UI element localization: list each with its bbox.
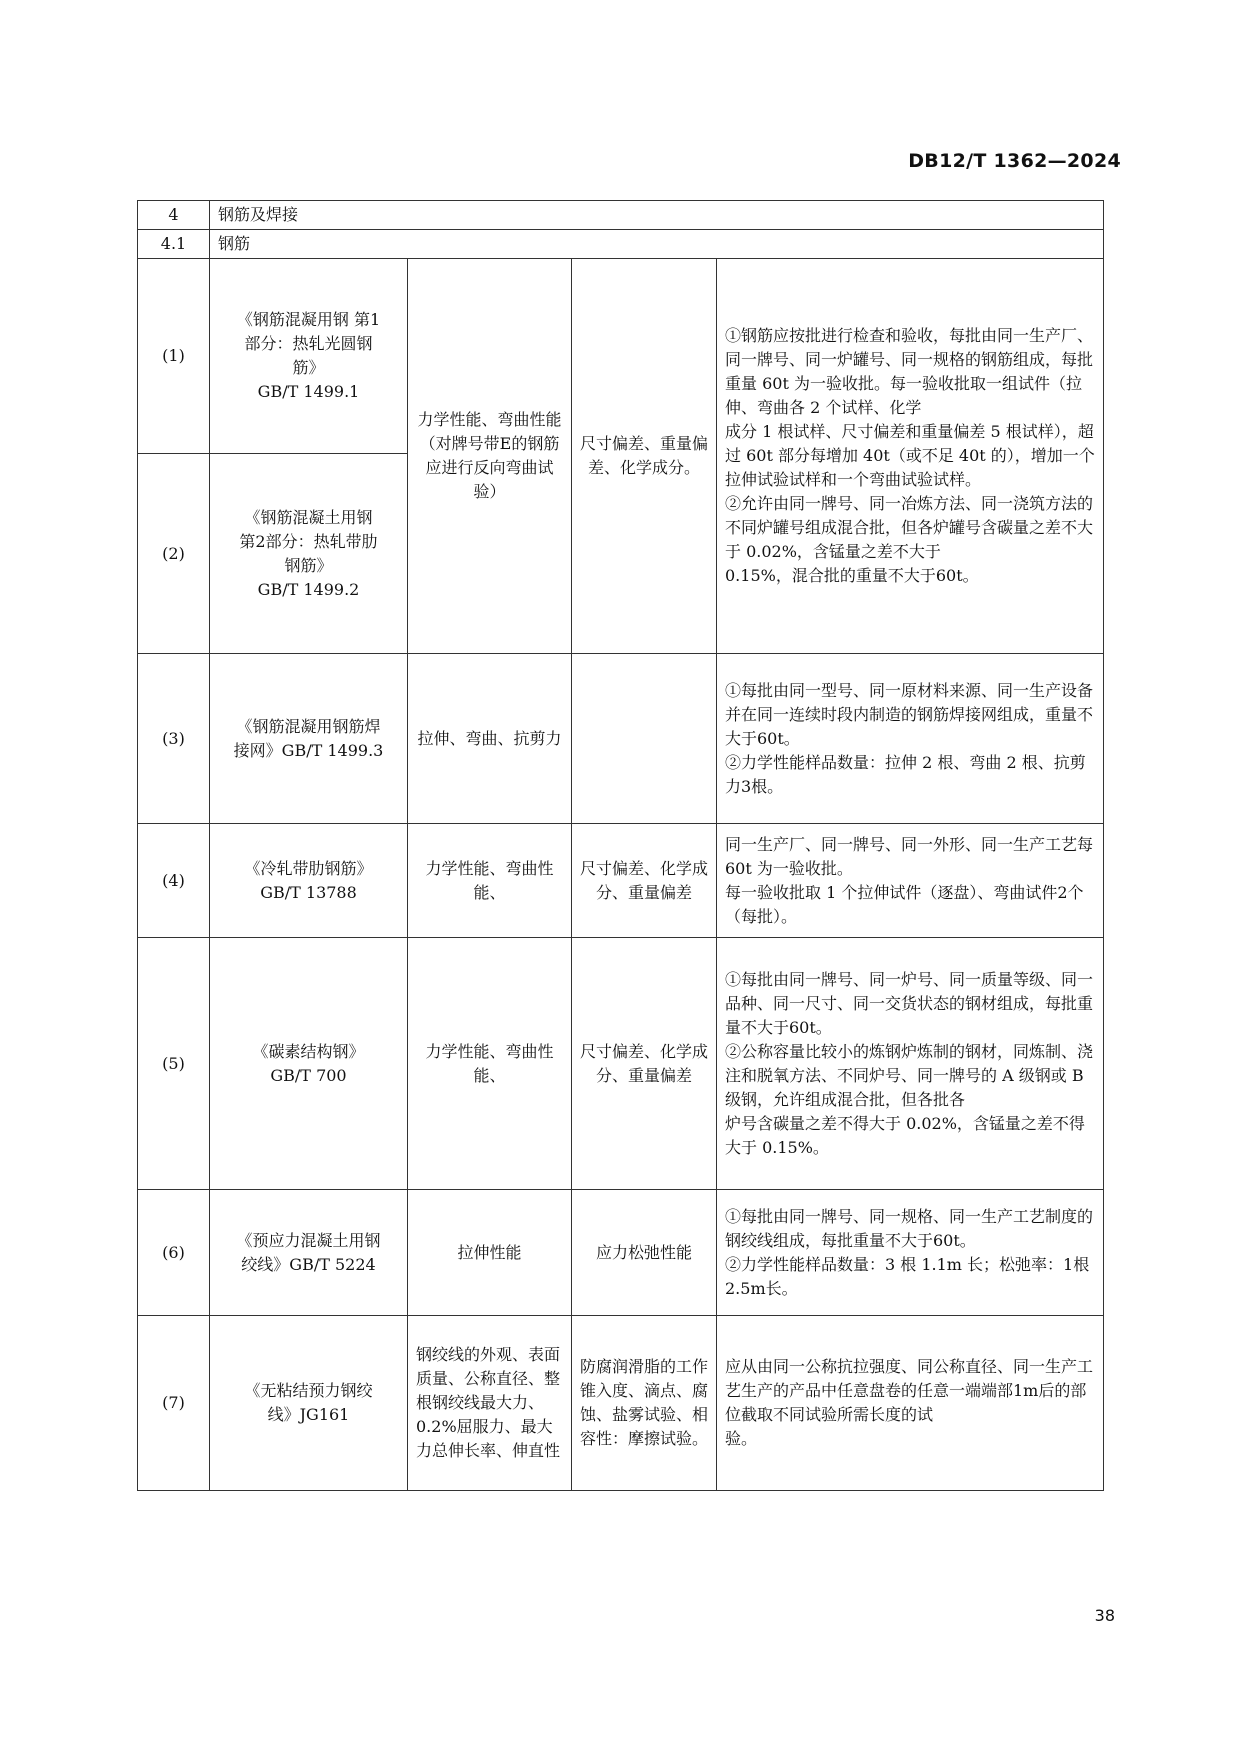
- standard-name: [210, 1190, 408, 1316]
- sampling-rule: 同一生产厂、同一牌号、同一外形、同一生产工艺每 60t 为一验收批。 每一验收批取 1 个拉伸试件（逐盘）、弯曲试件2个（每批）。: [717, 824, 1104, 938]
- subsection-row: [138, 230, 1104, 259]
- table-row: [138, 1316, 1104, 1491]
- section-number: 4: [138, 201, 210, 230]
- standard-line: 接网》GB/T 1499.3: [233, 740, 384, 760]
- standard-line: 《无粘结预力钢绞: [244, 1381, 373, 1400]
- sampling-rule: ①每批由同一牌号、同一规格、同一生产工艺制度的钢绞线组成，每批重量不大于60t。 ②力学性能样品数量：3 根 1.1m 长；松弛率：1根2.5m长。: [717, 1190, 1104, 1316]
- standard-line: 线》JG161: [267, 1405, 350, 1424]
- standard-name: [210, 938, 408, 1190]
- standard-line: 《碳素结构钢》: [252, 1041, 365, 1061]
- inspection-table: [137, 200, 1104, 1491]
- row-number: (4): [138, 824, 210, 938]
- subsection-title: 钢筋: [210, 230, 1104, 259]
- subsection-number: 4.1: [138, 230, 210, 259]
- section-row: [138, 201, 1104, 230]
- section-title: 钢筋及焊接: [210, 201, 1104, 230]
- sampling-rule: ①每批由同一牌号、同一炉号、同一质量等级、同一品种、同一尺寸、同一交货状态的钢材组成，每批重量不大于60t。 ②公称容量比较小的炼钢炉炼制的钢材，同炼制、浇注和脱氧方法、不同炉号、同一牌号的 A 级钢或 B 级钢，允许组成混合批，但各批各 炉号含碳量之差不得大于 0.02%，含锰量之差不得大于 0.15%。: [717, 938, 1104, 1190]
- standard-line: 钢筋》: [284, 555, 333, 575]
- row-number: (3): [138, 654, 210, 824]
- row-number: (5): [138, 938, 210, 1190]
- standard-line: 部分：热轧光圆钢: [244, 334, 373, 353]
- standard-line: 《冷轧带肋钢筋》: [244, 858, 373, 878]
- required-items: 力学性能、弯曲性能（对牌号带E的钢筋应进行反向弯曲试验）: [408, 259, 572, 654]
- table-row: [138, 938, 1104, 1190]
- standard-line: 《预应力混凝土用钢: [236, 1230, 381, 1250]
- standard-line: GB/T 1499.2: [257, 579, 360, 599]
- standard-name: [210, 1316, 408, 1491]
- standard-line: 《钢筋混凝用钢 第1: [236, 310, 381, 329]
- table-row: [138, 1190, 1104, 1316]
- standard-line: 第2部分：热轧带肋: [239, 531, 378, 551]
- row-number: (6): [138, 1190, 210, 1316]
- table-row: [138, 824, 1104, 938]
- optional-items: 尺寸偏差、化学成分、重量偏差: [572, 824, 717, 938]
- optional-items: 防腐润滑脂的工作锥入度、滴点、腐蚀、盐雾试验、相容性：摩擦试验。: [572, 1316, 717, 1491]
- row-number: (2): [138, 454, 210, 654]
- row-number: (1): [138, 259, 210, 454]
- standard-line: 《钢筋混凝用钢筋焊: [236, 716, 381, 736]
- page-number: 38: [1094, 1606, 1115, 1625]
- standard-line: 绞线》GB/T 5224: [241, 1254, 376, 1274]
- sampling-rule: ①每批由同一型号、同一原材料来源、同一生产设备并在同一连续时段内制造的钢筋焊接网组成，重量不大于60t。 ②力学性能样品数量：拉伸 2 根、弯曲 2 根、抗剪力3根。: [717, 654, 1104, 824]
- standard-line: GB/T 13788: [260, 882, 357, 902]
- optional-items: [572, 654, 717, 824]
- optional-items: 尺寸偏差、化学成分、重量偏差: [572, 938, 717, 1190]
- required-items: 力学性能、弯曲性能、: [408, 938, 572, 1190]
- table-row: [138, 259, 1104, 454]
- standard-name: [210, 454, 408, 654]
- required-items: 力学性能、弯曲性能、: [408, 824, 572, 938]
- sampling-rule: 应从由同一公称抗拉强度、同公称直径、同一生产工艺生产的产品中任意盘卷的任意一端端部1m后的部位截取不同试验所需长度的试 验。: [717, 1316, 1104, 1491]
- standard-line: 筋》: [292, 358, 325, 377]
- standard-name: [210, 259, 408, 454]
- optional-items: 尺寸偏差、重量偏差、化学成分。: [572, 259, 717, 654]
- sampling-rule: ①钢筋应按批进行检查和验收，每批由同一生产厂、同一牌号、同一炉罐号、同一规格的钢筋组成，每批重量 60t 为一验收批。每一验收批取一组试件（拉伸、弯曲各 2 个试样、化学 成分 1 根试样、尺寸偏差和重量偏差 5 根试样），超过 60t 部分每增加 40t（或不足 40t 的），增加一个拉伸试验试样和一个弯曲试验试样。 ②允许由同一牌号、同一冶炼方法、同一浇筑方法的不同炉罐号组成混合批，但各炉罐号含碳量之差不大于 0.02%，含锰量之差不大于 0.15%，混合批的重量不大于60t。: [717, 259, 1104, 654]
- standard-line: GB/T 700: [270, 1065, 347, 1085]
- document-code: DB12/T 1362—2024: [908, 150, 1121, 172]
- required-items: 拉伸性能: [408, 1190, 572, 1316]
- standard-name: [210, 654, 408, 824]
- row-number: (7): [138, 1316, 210, 1491]
- standard-line: GB/T 1499.1: [257, 382, 360, 401]
- required-items: 钢绞线的外观、表面质量、公称直径、整根钢绞线最大力、0.2%屈服力、最大力总伸长率、伸直性: [408, 1316, 572, 1491]
- table-row: [138, 654, 1104, 824]
- standard-line: 《钢筋混凝土用钢: [244, 507, 373, 527]
- standard-name: [210, 824, 408, 938]
- required-items: 拉伸、弯曲、抗剪力: [408, 654, 572, 824]
- optional-items: 应力松弛性能: [572, 1190, 717, 1316]
